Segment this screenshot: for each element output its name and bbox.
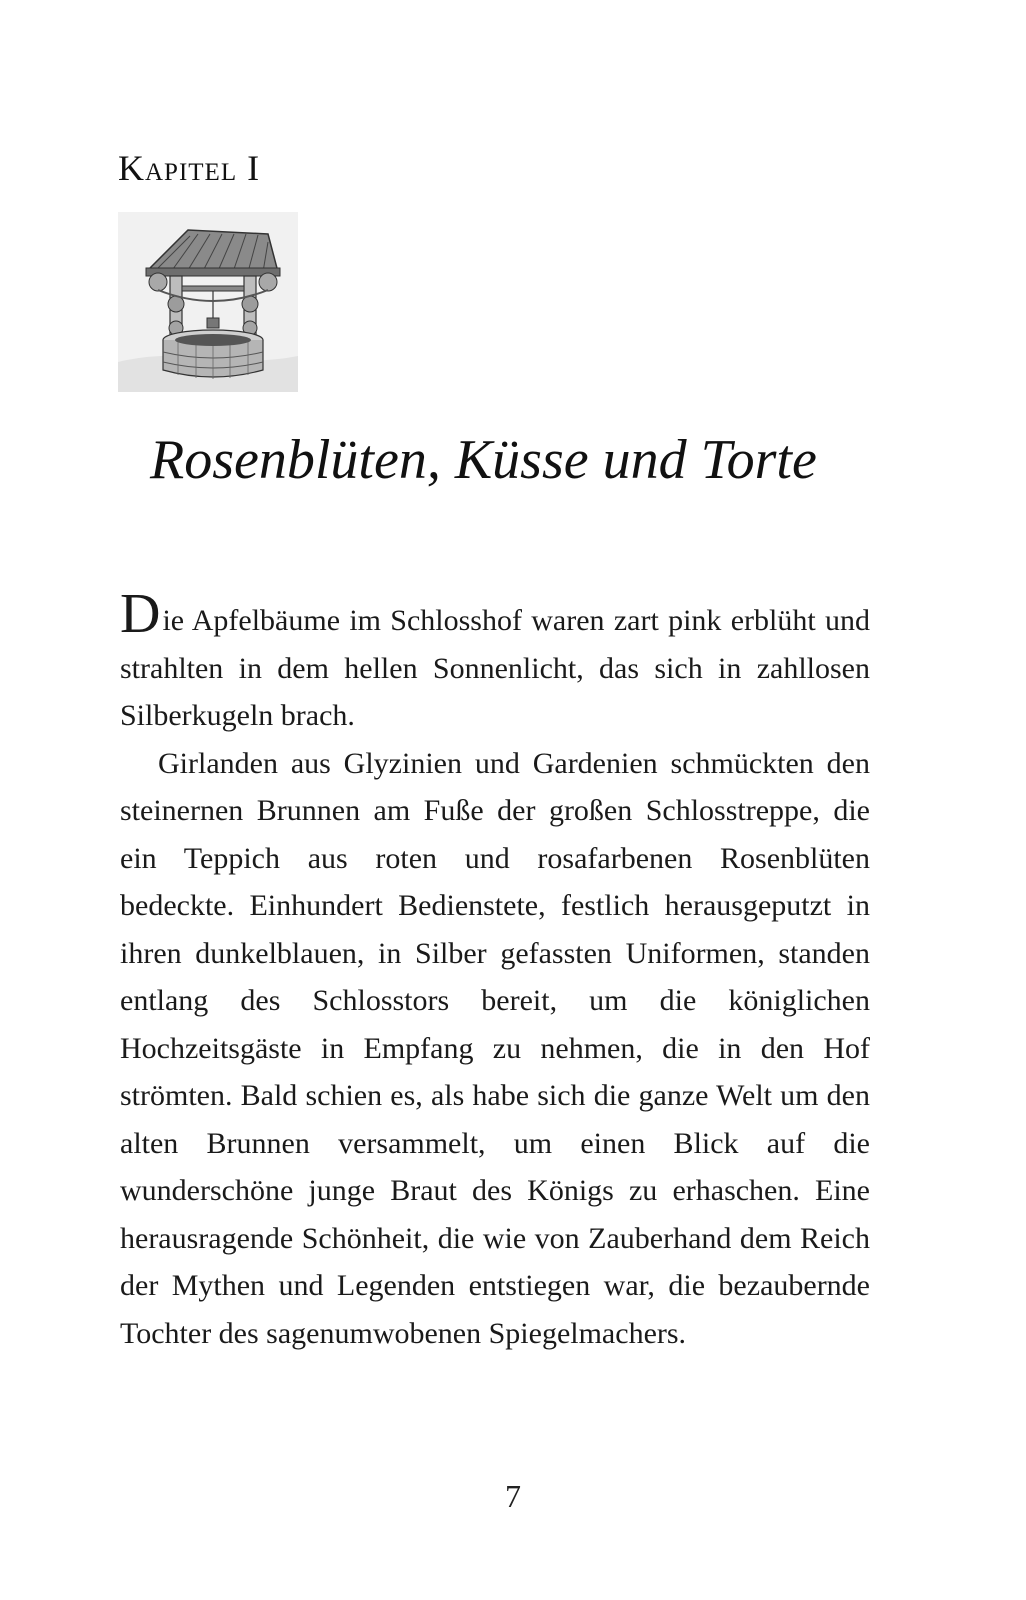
paragraph-1	[120, 583, 870, 740]
drop-initial: D	[120, 583, 161, 645]
page-number: 7	[505, 1478, 521, 1514]
chapter-body	[120, 583, 870, 1357]
well-illustration-icon	[118, 212, 298, 392]
paragraph-1-text: ie Apfelbäume im Schlosshof waren zart pink erblüht und strahlten in dem hellen Sonnenlicht, das sich in zahllosen Silberkugeln brach.	[120, 604, 870, 732]
chapter-title: Rosenblüten, Küsse und Torte	[150, 429, 817, 491]
paragraph-2: Girlanden aus Glyzinien und Gardenien schmückten den steinernen Brunnen am Fuße der großen Schlosstreppe, die ein Teppich aus roten und rosafarbenen Rosenblüten bedeckte. Einhundert Bedienstete, festlich herausgeputzt in ihren dunkelblauen, in Silber gefassten Uniformen, standen entlang des Schlosstors bereit, um die königlichen Hochzeitsgäste in Empfang zu nehmen, die in den Hof strömten. Bald schien es, als habe sich die ganze Welt um den alten Brunnen versammelt, um einen Blick auf die wunderschöne junge Braut des Königs zu erhaschen. Eine herausragende Schönheit, die wie von Zauberhand dem Reich der Mythen und Legenden entstiegen war, die bezaubernde Tochter des sagenumwobenen Spiegelmachers.	[120, 746, 870, 1350]
chapter-label: Kapitel I	[118, 148, 261, 188]
